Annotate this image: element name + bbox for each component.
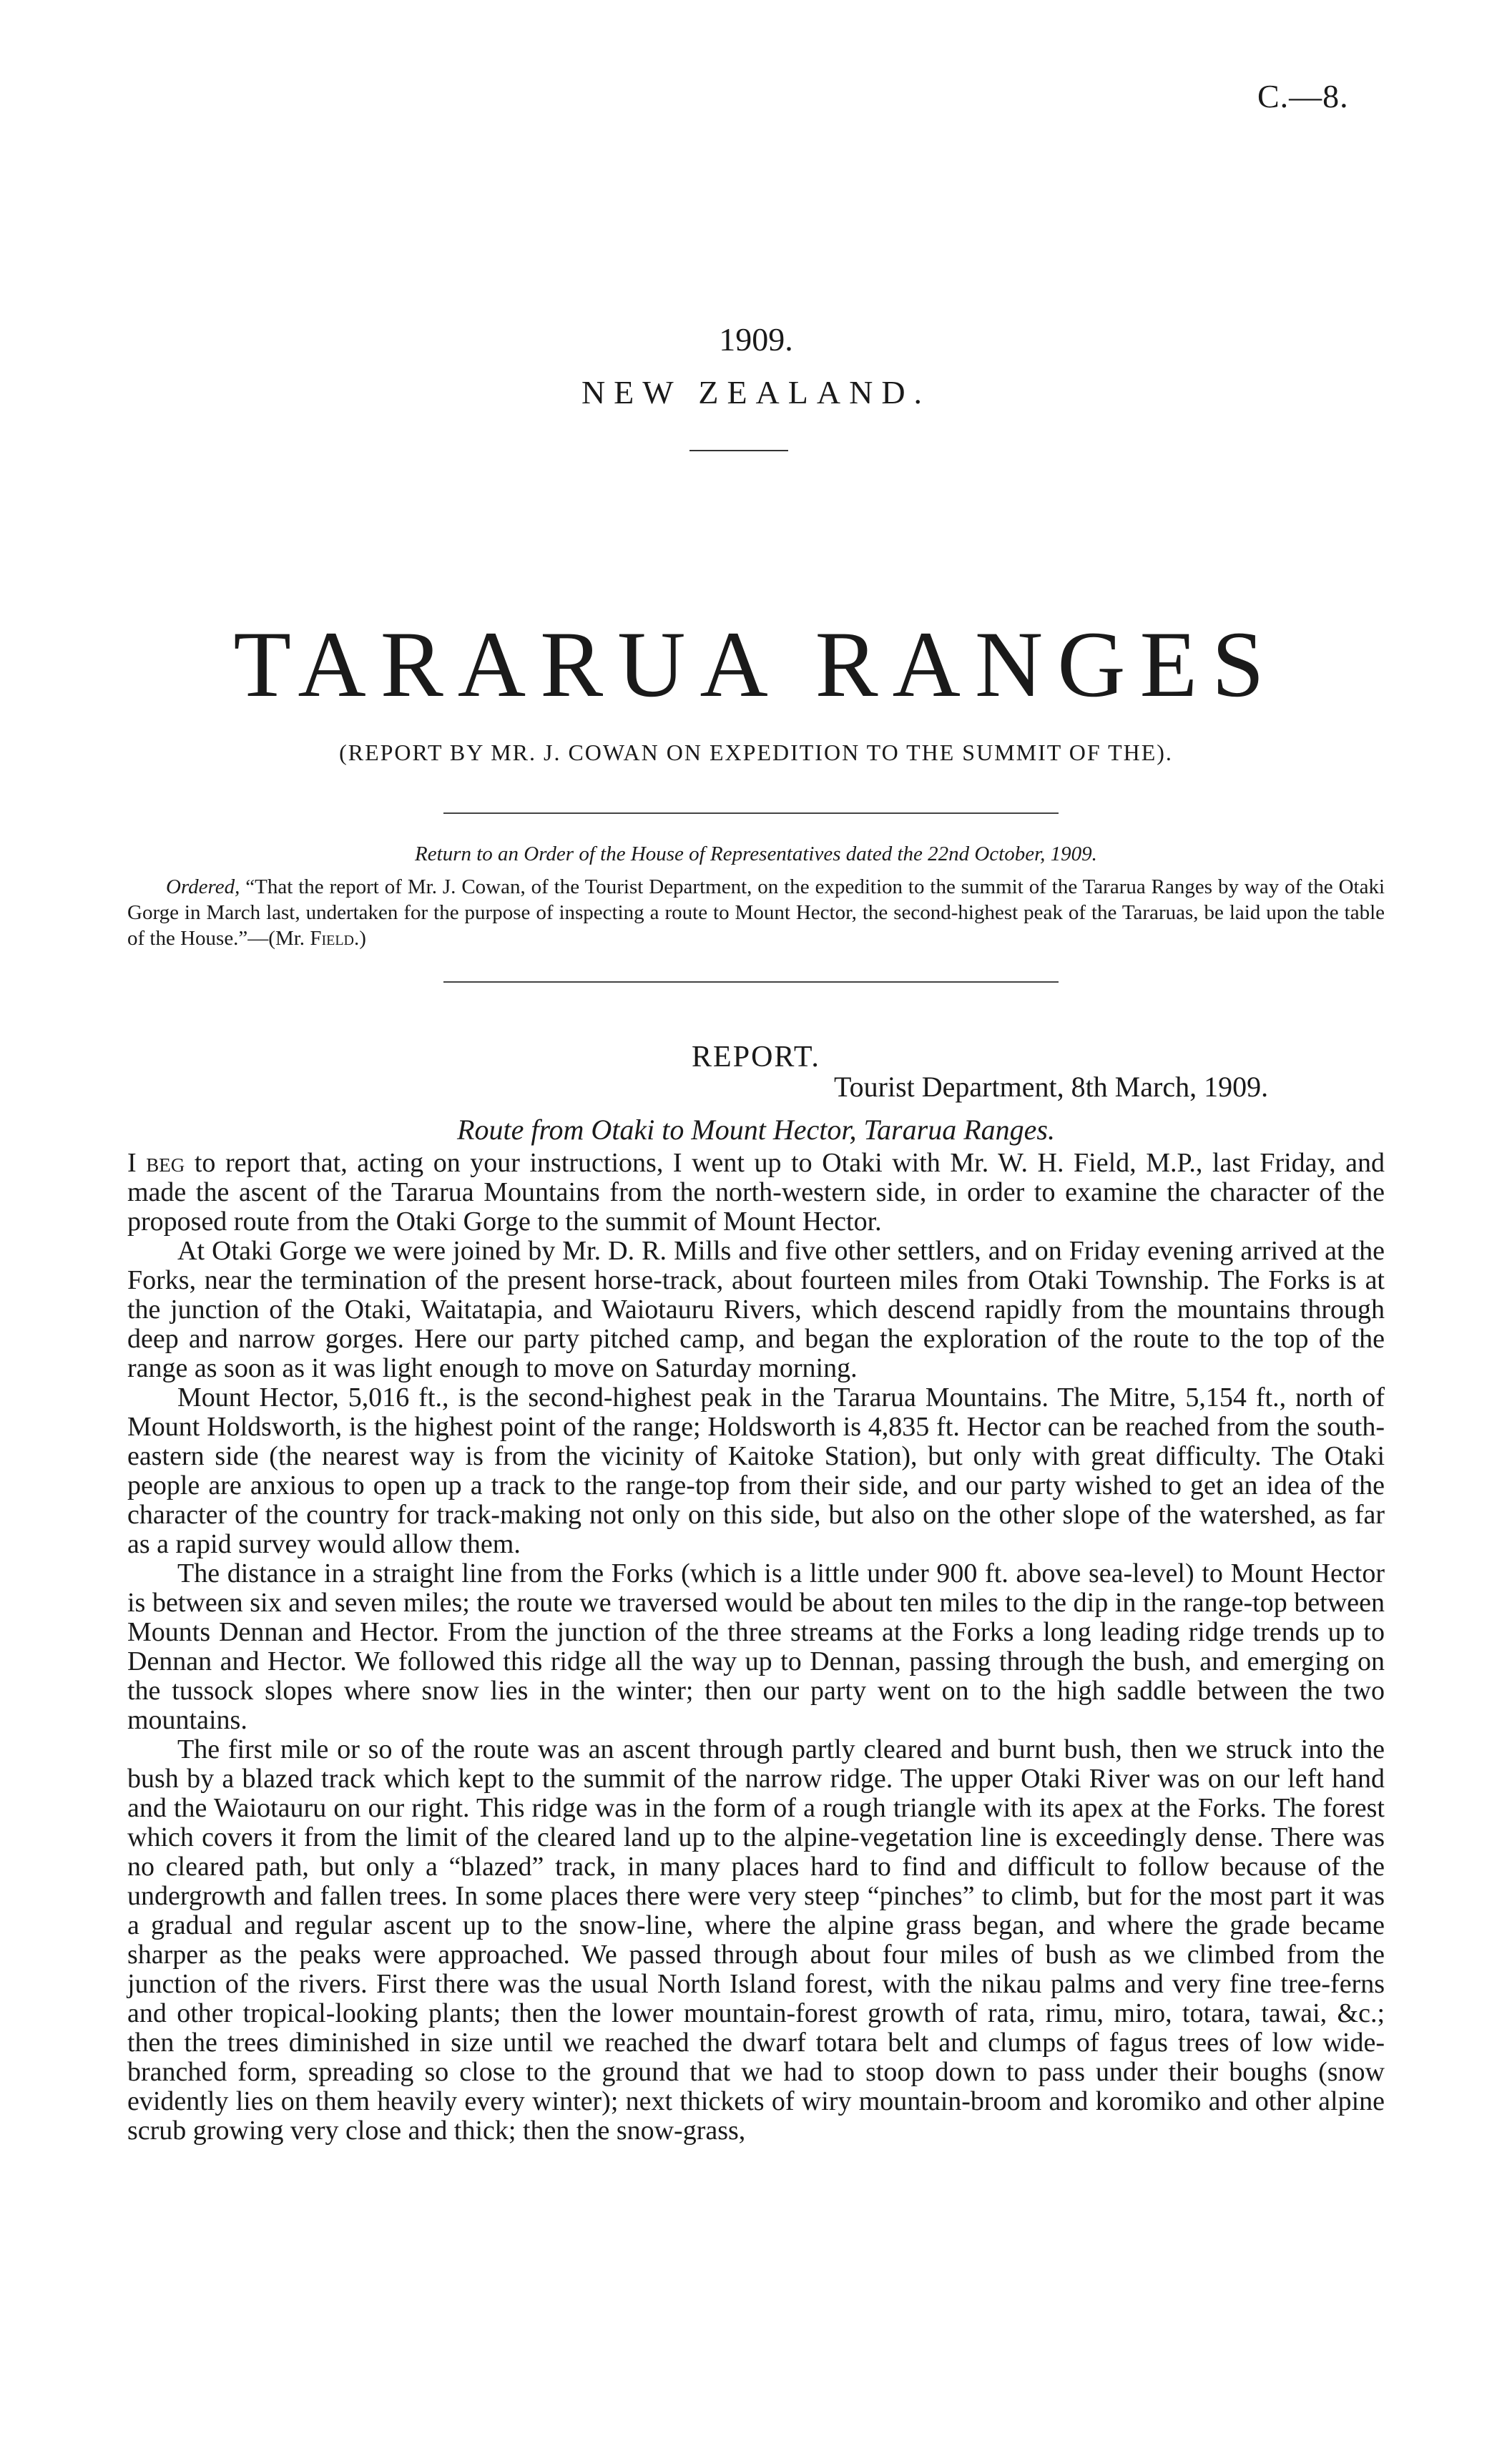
divider-top [443,812,1059,814]
page-title: TARARUA RANGES [233,612,1279,717]
report-heading: REPORT. [692,1041,820,1074]
report-dateline: Tourist Department, 8th March, 1909. [834,1071,1269,1103]
return-order-line: Return to an Order of the House of Representatives dated the 22nd October, 1909. [415,843,1097,865]
country-heading: NEW ZEALAND. [581,374,931,411]
route-title: Route from Otaki to Mount Hector, Tararua Ranges. [457,1114,1055,1146]
divider-bottom [443,981,1059,983]
year: 1909. [719,321,793,358]
body-paragraph: Mount Hector, 5,016 ft., is the second-highest peak in the Tararua Mountains. The Mitre, 5,154 ft., north of Mount Holdsworth, is the highest point of the range; Holdsworth is 4,835 ft. Hector can be reached from the south-eastern side (the nearest way is from the vicinity of Kaitoke Station), but only with great difficulty. The Otaki people are anxious to open up a track to the range-top from their side, and our party wished to get an idea of the character of the country for track-making not only on this side, but also on the other slope of the watershed, as far as a rapid survey would allow them. [127,1382,1385,1559]
body-paragraph: The distance in a straight line from the Forks (which is a little under 900 ft. above sea-level) to Mount Hector is between six and seven miles; the route we traversed would be about ten miles to the dip in the range-top between Mounts Dennan and Hector. From the junction of the three streams at the Forks a long leading ridge trends up to Dennan and Hector. We followed this ridge all the way up to Dennan, passing through the bush, and emerging on the tussock slopes where snow lies in the winter; then our party went on to the high saddle between the two mountains. [127,1558,1385,1735]
ordered-text: “That the report of Mr. J. Cowan, of the Tourist Department, on the expedition to the summit of the Tararua Ranges by way of the Otaki Gorge in March last, undertaken for the purpose of inspecting a route to Mount Hector, the second-highest peak of the Tararuas, be laid upon the table of the House.”—(Mr. [127,875,1385,950]
body-paragraph: I beg to report that, acting on your instructions, I went up to Otaki with Mr. W. H. Field, M.P., last Friday, and made the ascent of the Tararua Mountains from the north-western side, in order to examine the character of the proposed route from the Otaki Gorge to the summit of Mount Hector. [127,1148,1385,1237]
divider-short [689,450,788,451]
report-body [127,1149,1385,2146]
ordered-end: .) [353,927,366,950]
ordered-label: Ordered, [166,875,240,898]
body-paragraph: The first mile or so of the route was an ascent through partly cleared and burnt bush, then we struck into the bush by a blazed track which kept to the summit of the narrow ridge. The upper Otaki River was on our left hand and the Waiotauru on our right. This ridge was in the form of a rough triangle with its apex at the Forks. The forest which covers it from the limit of the cleared land up to the alpine-vegetation line is exceedingly dense. There was no cleared path, but only a “blazed” track, in many places hard to find and difficult to follow because of the undergrowth and fallen trees. In some places there were very steep “pinches” to climb, but for the most part it was a gradual and regular ascent up to the snow-line, where the alpine grass began, and where the grade became sharper as the peaks were approached. We passed through about four miles of bush as we climbed from the junction of the rivers. First there was the usual North Island forest, with the nikau palms and very fine tree-ferns and other tropical-looking plants; then the lower mountain-forest growth of rata, rimu, miro, totara, tawai, &c.; then the trees diminished in size until we reached the dwarf totara belt and clumps of fagus trees of low wide-branched form, spreading so close to the ground that we had to stoop down to pass under their boughs (snow evidently lies on them heavily every winter); next thickets of wiry mountain-broom and koromiko and other alpine scrub growing very close and thick; then the snow-grass, [127,1734,1385,2146]
document-code: C.—8. [1257,78,1349,114]
body-paragraph: At Otaki Gorge we were joined by Mr. D. R. Mills and five other settlers, and on Friday evening arrived at the Forks, near the termination of the present horse-track, about fourteen miles from Otaki Township. The Forks is at the junction of the Otaki, Waitatapia, and Waiotauru Rivers, which descend rapidly from the mountains through deep and narrow gorges. Here our party pitched camp, and began the exploration of the route to the top of the range as soon as it was light enough to move on Saturday morning. [127,1236,1385,1383]
ordered-mover: Field [310,927,354,950]
ordered-paragraph [127,874,1385,951]
opening-word: I beg [127,1148,185,1178]
page-subtitle: (REPORT BY MR. J. COWAN ON EXPEDITION TO THE SUMMIT OF THE). [339,740,1173,765]
